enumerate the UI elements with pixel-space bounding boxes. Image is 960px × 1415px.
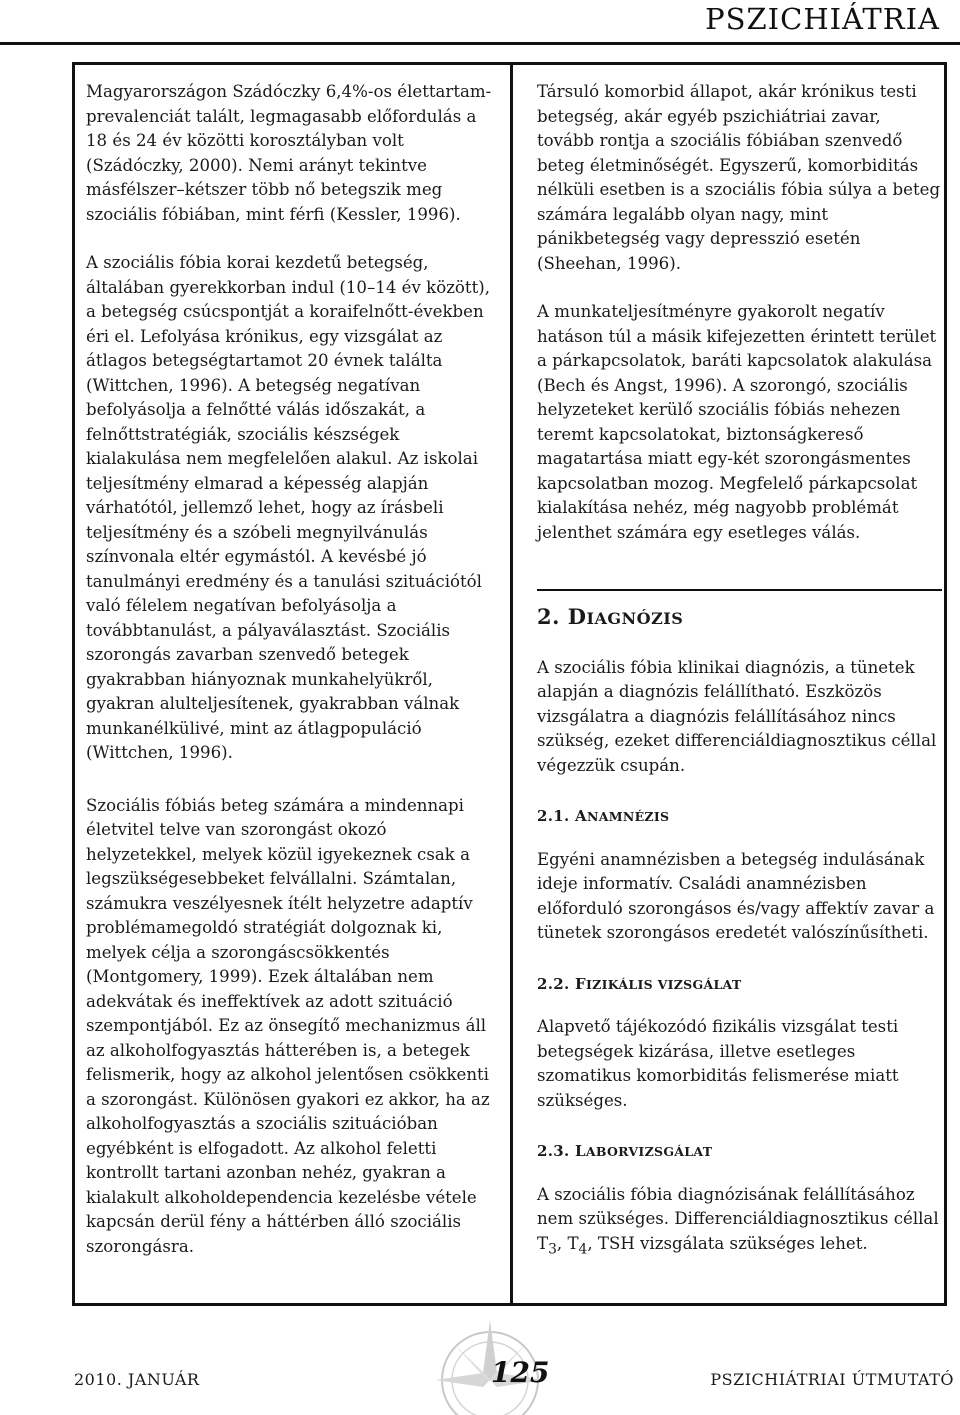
- text-run: A szociális fóbia diagnózisának felállításához nem szükséges. Differenciáldiagnosztikus céllal T: [537, 1184, 939, 1253]
- text-run: , T: [556, 1233, 579, 1253]
- heading-text: IZIKÁLIS VIZSGÁLAT: [586, 976, 742, 992]
- heading-text: ABORVIZSGÁLAT: [585, 1144, 713, 1159]
- subsection-heading-lab: [537, 1139, 942, 1165]
- footer-publication: PSZICHIÁTRIAI ÚTMUTATÓ: [710, 1370, 954, 1389]
- heading-text: IAGNÓZIS: [586, 609, 684, 628]
- heading-number: 2.1. A: [537, 807, 587, 825]
- paragraph: A szociális fóbia klinikai diagnózis, a tünetek alapján a diagnózis felállítható. Eszközös vizsgálatra a diagnózis felállításához nincs szükség, ezeket differenciáldiagnosztikus céllal végezzük csupán.: [537, 657, 937, 775]
- left-column: [86, 80, 494, 1259]
- section-rule: [537, 589, 942, 591]
- subsection-heading-anamnesis: [537, 804, 942, 830]
- page-number: 125: [491, 1356, 550, 1389]
- heading-number: 2. D: [537, 604, 587, 629]
- running-header-title: PSZICHIÁTRIA: [705, 2, 940, 36]
- section-heading-diagnosis: [537, 605, 942, 632]
- subsection-heading-physical-exam: [537, 972, 942, 998]
- paragraph: A munkateljesítményre gyakorolt negatív hatáson túl a másik kifejezetten érintett terület a párkapcsolatok, baráti kapcsolatok alakulása (Bech és Angst, 1996). A szorongó, szociális helyzeteket kerülő szociális fóbiás nehezen teremt kapcsolatokat, biztonságkereső magatartása miatt egy-két szorongásmentes kapcsolatban mozog. Megfelelő párkapcsolat kialakítása nehéz, még nagyobb problémát jelenthet számára egy esetleges válás.: [537, 302, 937, 542]
- right-column: [537, 80, 942, 1261]
- paragraph: Társuló komorbid állapot, akár krónikus testi betegség, akár egyéb pszichiátriai zavar, tovább rontja a szociális fóbiában szenvedő beteg életminőségét. Egyszerű, komorbiditás nélküli esetben is a szociális fóbia súlya a beteg számára legalább olyan nagy, mint pánikbetegség vagy depresszió esetén (Sheehan, 1996).: [537, 82, 941, 273]
- text-run: , TSH vizsgálata szükséges lehet.: [587, 1233, 868, 1253]
- heading-number: 2.3. L: [537, 1142, 586, 1160]
- heading-text: NAMNÉZIS: [586, 809, 670, 824]
- footer-date: 2010. JANUÁR: [74, 1370, 200, 1389]
- paragraph: Egyéni anamnézisben a betegség indulásának ideje informatív. Családi anamnézisben előforduló szorongásos és/vagy affektív zavar a tünetek szorongásos eredetét valószínűsítheti.: [537, 849, 935, 942]
- paragraph: Alapvető tájékozódó fizikális vizsgálat testi betegségek kizárása, illetve esetleges szomatikus komorbiditás felismerése miatt szükséges.: [537, 1017, 899, 1110]
- subscript: 4: [578, 1240, 588, 1257]
- column-divider: [510, 62, 513, 1306]
- paragraph: [537, 1183, 942, 1262]
- subscript: 3: [548, 1240, 557, 1257]
- heading-number: 2.2. F: [537, 974, 586, 993]
- paragraph: Szociális fóbiás beteg számára a mindennapi életvitel telve van szorongást okozó helyzetekkel, melyek közül igyekeznek csak a legszükségesebbeket felvállalni. Számtalan, számukra veszélyesnek ítélt helyzetre adaptív problémamegoldó stratégiát dolgoznak ki, melyek célja a szorongáscsökkentés (Montgomery, 1999). Ezek általában nem adekvátak és ineffektívek az adott szituáció szempontjából. Ez az önsegítő mechanizmus áll az alkoholfogyasztás hátterében is, a betegek felismerik, hogy az alkohol jelentősen csökkenti a szorongást. Különösen gyakori ez akkor, ha az alkoholfogyasztás a szociális szituációban egyébként is elfogadott. Az alkohol feletti kontrollt tartani azonban nehéz, gyakran a kialakult alkoholdependencia kezelésbe vétele kapcsán derül fény a háttérben álló szociális szorongásra.: [86, 795, 490, 1256]
- paragraph: A szociális fóbia korai kezdetű betegség, általában gyerekkorban indul (10–14 év között), a betegség csúcspontját a koraifelnőtt-években éri el. Lefolyása krónikus, egy vizsgálat az átlagos betegségtartamot 20 évnek találta (Wittchen, 1996). A betegség negatívan befolyásolja a felnőtté válás időszakát, a felnőttstratégiák, szociális készségek kialakulása nem megfelelően alakul. Az iskolai teljesítmény elmarad a képesség alapján várhatótól, jellemző lehet, hogy az írásbeli teljesítmény és a szóbeli megnyilvánulás színvonala eltér egymástól. A kevésbé jó tanulmányi eredmény és a tanulási szituációtól való félelem negatívan befolyásolja a továbbtanulást, a pályaválasztást. Szociális szorongás zavarban szenvedő betegek gyakrabban hiányoznak munkahelyükről, gyakran alulteljesítenek, gyakrabban válnak munkanélkülivé, mint az átlagpopuláció (Wittchen, 1996).: [86, 253, 491, 762]
- paragraph: Magyarországon Szádóczky 6,4%-os élettartam-prevalenciát talált, legmagasabb előfordulás a 18 és 24 év közötti korosztályban volt (Szádóczky, 2000). Nemi arányt tekintve másfélszer–kétszer több nő betegszik meg szociális fóbiában, mint férfi (Kessler, 1996).: [86, 82, 492, 224]
